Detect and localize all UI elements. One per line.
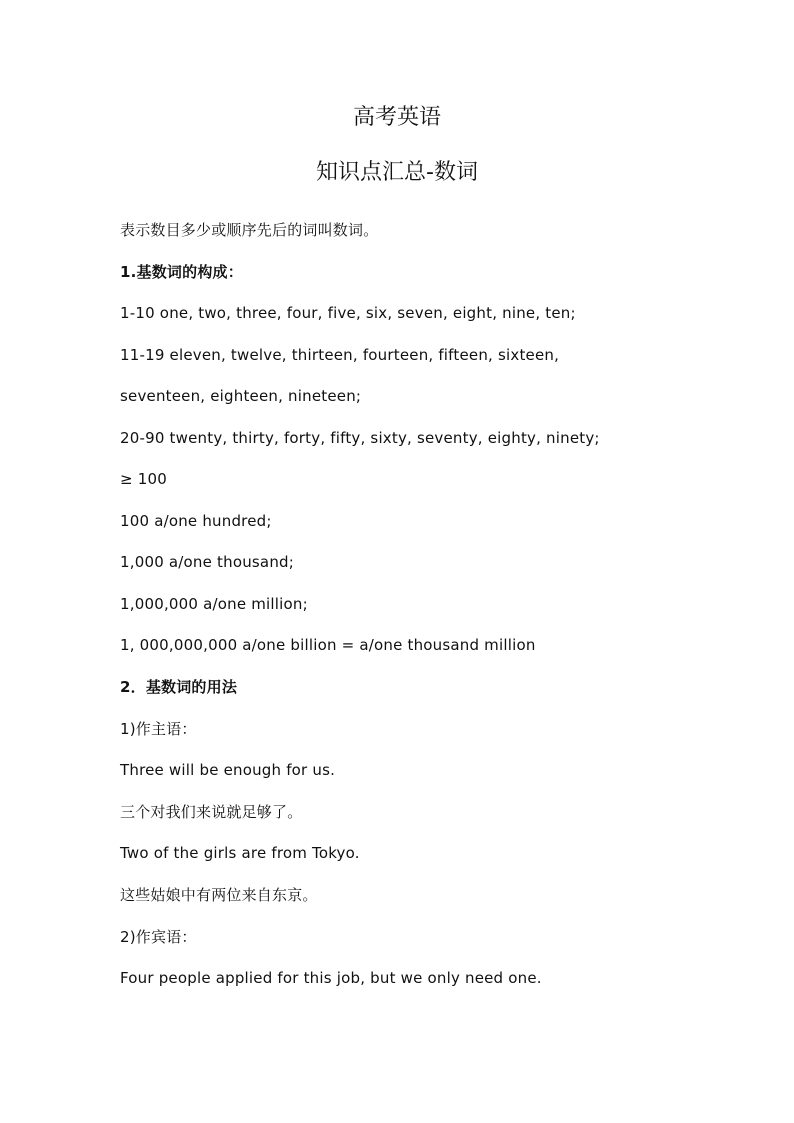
text-line: 这些姑娘中有两位来自东京。 (120, 886, 318, 904)
text-line: 1,000,000 a/one million; (120, 595, 308, 613)
section-heading-1: 1.基数词的构成： (120, 263, 243, 281)
text-line: Four people applied for this job, but we only need one. (120, 969, 542, 987)
text-line: 1, 000,000,000 a/one billion = a/one thousand million (120, 636, 536, 654)
document-title: 高考英语 (352, 105, 441, 130)
text-line: 20-90 twenty, thirty, forty, fifty, sixty, seventy, eighty, ninety; (120, 429, 600, 447)
section-heading-2: 2．基数词的用法 (120, 678, 238, 696)
intro-line: 表示数目多少或顺序先后的词叫数词。 (120, 221, 379, 239)
text-line: 三个对我们来说就足够了。 (120, 803, 303, 821)
text-line: 100 a/one hundred; (120, 512, 272, 530)
document-subtitle: 知识点汇总-数词 (316, 160, 478, 185)
text-line: 11-19 eleven, twelve, thirteen, fourteen, fifteen, sixteen, (120, 346, 560, 364)
text-line: Three will be enough for us. (120, 761, 336, 779)
text-line: Two of the girls are from Tokyo. (120, 844, 360, 862)
text-line: seventeen, eighteen, nineteen; (120, 387, 362, 405)
text-line: 1)作主语： (120, 720, 197, 738)
text-line: ≥ 100 (120, 470, 167, 488)
text-line: 1,000 a/one thousand; (120, 553, 294, 571)
text-line: 1-10 one, two, three, four, five, six, seven, eight, nine, ten; (120, 304, 576, 322)
text-line: 2)作宾语： (120, 928, 197, 946)
